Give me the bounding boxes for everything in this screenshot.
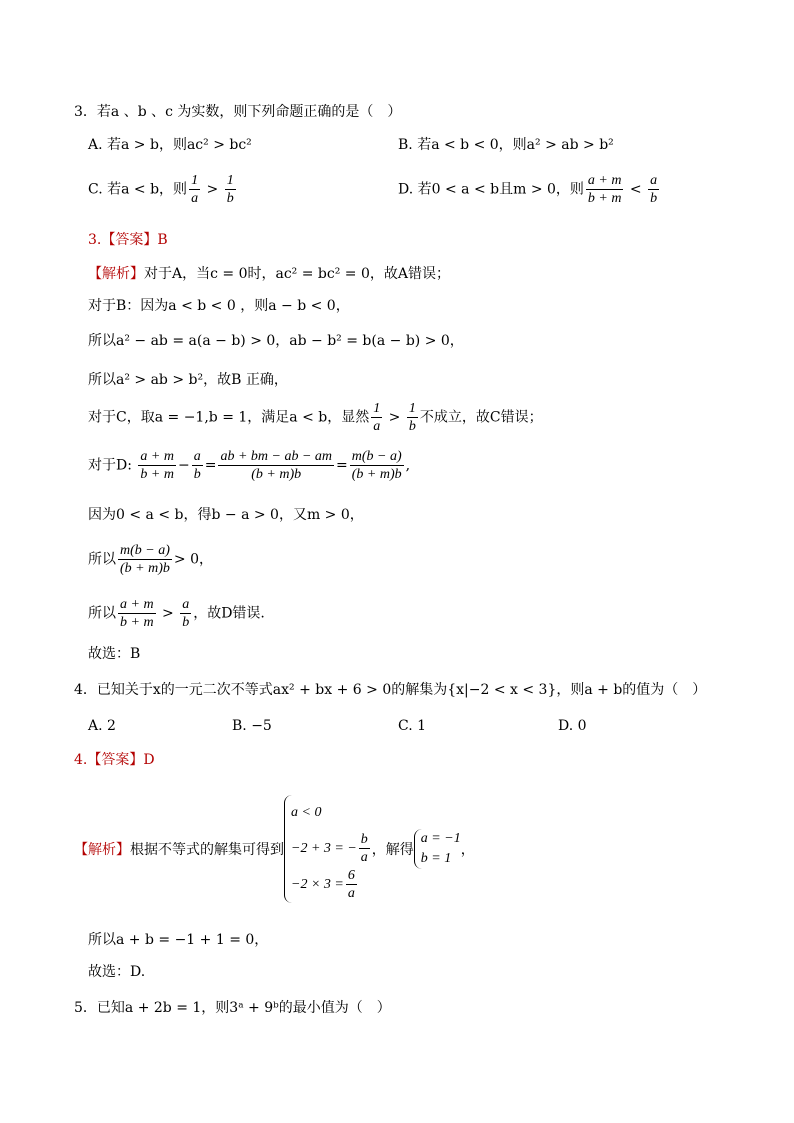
q3-analysis-6-frac1: $\frac{a + m}{b + m}$ [140, 449, 174, 482]
q3-answer-label: 3.【答案】B [88, 232, 168, 248]
q3-choose: 故选：B [88, 646, 141, 662]
q3-option-d-frac2: $\frac{a}{b}$ [650, 173, 658, 206]
q3-option-c-prefix: C. 若a < b，则 [88, 181, 188, 198]
q4-system-brace [284, 795, 372, 903]
q4-option-a: A. 2 [88, 718, 116, 734]
q4-system-row3: −2 × 3 = $\frac{6}{a}$ [291, 868, 355, 902]
q3-analysis-9-frac2: $\frac{a}{b}$ [182, 597, 190, 630]
q3-analysis-8-frac: $\frac{m(b - a)}{(b + m)b}$ [120, 543, 170, 576]
q3-analysis-6-frac3: $\frac{ab + bm - ab - am}{(b + m)b}$ [220, 449, 332, 482]
q3-analysis-7: 因为0 < a < b，得b − a > 0，又m > 0， [88, 507, 364, 523]
q4-stem: 4．已知关于x的一元二次不等式ax² + bx + 6 > 0的解集为{x|−2 < x < 3}，则a + b的值为（ ） [74, 682, 707, 698]
q4-option-b: B. −5 [232, 718, 272, 734]
q4-system-row1: a < 0 [291, 805, 322, 820]
q5-stem: 5．已知a + 2b = 1，则3ᵃ + 9ᵇ的最小值为（ ） [74, 1000, 391, 1016]
q3-option-a: A. 若a > b，则ac² > bc² [88, 137, 252, 153]
q3-analysis-1: 【解析】对于A，当c = 0时，ac² = bc² = 0，故A错误； [88, 266, 450, 282]
q3-analysis-tag: 【解析】 [88, 266, 144, 282]
q3-option-d-prefix: D. 若0 < a < b且m > 0，则 [398, 181, 584, 198]
q3-analysis-5: 对于C，取a = −1,b = 1，满足a < b，显然 $\frac{1}{a}$ > $\frac{1}{b}$ 不成立，故C错误； [88, 401, 543, 434]
q3-option-b: B. 若a < b < 0，则a² > ab > b² [398, 137, 614, 153]
q3-analysis-8: 所以 $\frac{m(b - a)}{(b + m)b}$ > 0， [88, 543, 213, 576]
q4-choose: 故选：D. [88, 964, 146, 980]
q4-solution-brace [414, 829, 461, 869]
q3-option-c-frac1: $\frac{1}{a}$ [191, 173, 199, 206]
q3-analysis-9: 所以 $\frac{a + m}{b + m}$ > $\frac{a}{b}$ ，故D错误. [88, 597, 265, 630]
q3-analysis-6-frac4: $\frac{m(b - a)}{(b + m)b}$ [351, 449, 402, 482]
q3-option-c: C. 若a < b，则 $\frac{1}{a}$ > $\frac{1}{b}$ [88, 173, 234, 206]
q4-analysis-tag: 【解析】 [74, 842, 130, 858]
q4-solution-row2: b = 1 [420, 851, 452, 866]
q3-analysis-5-frac2: $\frac{1}{b}$ [408, 401, 416, 434]
q3-analysis-2: 对于B：因为a < b < 0 ，则a − b < 0， [88, 298, 350, 314]
q4-analysis-2: 所以a + b = −1 + 1 = 0， [88, 932, 269, 948]
q3-analysis-3: 所以a² − ab = a(a − b) > 0，ab − b² = b(a − b) > 0， [88, 333, 464, 349]
q3-analysis-6: 对于D: $\frac{a + m}{b + m}$ − $\frac{a}{b}$ = $\frac{ab + bm - ab - am}{(b + m)b}$ = $\frac{m(b - a)}{(b + m)b}$ , [88, 449, 411, 482]
q4-analysis: 【解析】根据不等式的解集可得到 a < 0 −2 + 3 = − $\frac{b}{a}$ −2 × 3 = $\frac{6}{a}$ ，解得 a = −1 b = 1 ， [74, 795, 475, 903]
q3-stem: 3．若a 、b 、c 为实数，则下列命题正确的是（ ） [74, 104, 402, 120]
q3-analysis-4: 所以a² > ab > b²，故B 正确， [88, 372, 288, 388]
q3-analysis-6-frac2: $\frac{a}{b}$ [193, 449, 201, 482]
q4-option-d: D. 0 [558, 718, 587, 734]
q3-option-d-frac1: $\frac{a + m}{b + m}$ [587, 173, 622, 206]
q4-solution-row1: a = −1 [420, 831, 461, 846]
q3-option-c-frac2: $\frac{1}{b}$ [226, 173, 234, 206]
q3-analysis-9-frac1: $\frac{a + m}{b + m}$ [120, 597, 154, 630]
q4-option-c: C. 1 [398, 718, 427, 734]
q3-option-d: D. 若0 < a < b且m > 0，则 $\frac{a + m}{b + m}$ < $\frac{a}{b}$ [398, 173, 658, 206]
q4-answer-label: 4.【答案】D [74, 752, 155, 768]
q4-system-row2: −2 + 3 = − $\frac{b}{a}$ [291, 832, 368, 866]
q3-analysis-5-frac1: $\frac{1}{a}$ [373, 401, 381, 434]
